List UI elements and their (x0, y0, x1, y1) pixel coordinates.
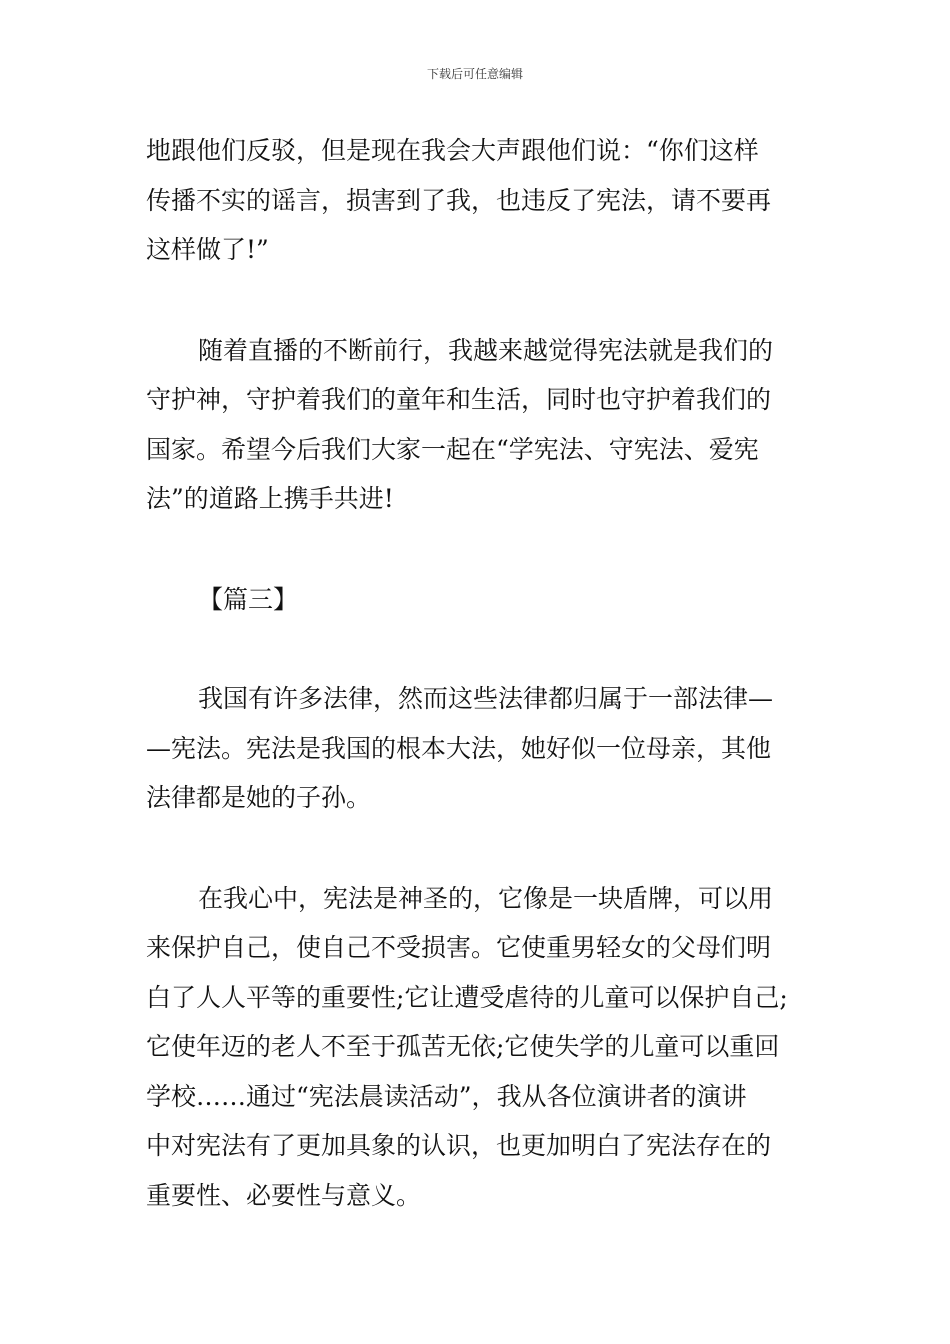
paragraph-3 (146, 674, 826, 823)
paragraph-gap (146, 275, 826, 326)
text-line: 国家。希望今后我们大家一起在“学宪法、守宪法、爱宪 (146, 434, 759, 464)
text-line: 法”的道路上携手共进! (146, 484, 394, 513)
text-line: 在我心中，宪法是神圣的，它像是一块盾牌，可以用 (198, 883, 774, 913)
text-line: 白了人人平等的重要性;它让遭受虐待的儿童可以保护自己; (146, 982, 788, 1012)
text-line: 重要性、必要性与意义。 (146, 1180, 422, 1210)
paragraph-gap (146, 823, 826, 874)
document-body (146, 126, 826, 1220)
text-line: 随着直播的不断前行，我越来越觉得宪法就是我们的 (198, 335, 774, 365)
page-header: 下载后可任意编辑 (426, 67, 523, 81)
text-line: 学校……通过“宪法晨读活动”，我从各位演讲者的演讲 (146, 1081, 747, 1111)
paragraph-1 (146, 126, 826, 275)
section-title: 【篇三】 (198, 584, 299, 614)
text-line: 这样做了!” (146, 235, 269, 264)
text-line: 地跟他们反驳，但是现在我会大声跟他们说：“你们这样 (146, 136, 759, 165)
text-line: —宪法。宪法是我国的根本大法，她好似一位母亲，其他 (146, 733, 772, 763)
text-line: 传播不实的谣言，损害到了我，也违反了宪法，请不要再 (146, 185, 772, 215)
paragraph-2 (146, 326, 826, 524)
text-line: 守护神，守护着我们的童年和生活，同时也守护着我们的 (146, 385, 772, 414)
text-line: 法律都是她的子孙。 (146, 783, 372, 812)
text-line: 它使年迈的老人不至于孤苦无依;它使失学的儿童可以重回 (146, 1032, 780, 1061)
text-line: 中对宪法有了更加具象的认识，也更加明白了宪法存在的 (146, 1131, 772, 1160)
paragraph-gap (146, 524, 826, 575)
section-heading (146, 575, 826, 625)
paragraph-4 (146, 874, 826, 1221)
text-line: 我国有许多法律，然而这些法律都归属于一部法律— (198, 684, 774, 713)
text-line: 来保护自己，使自己不受损害。它使重男轻女的父母们明 (146, 933, 772, 962)
paragraph-gap (146, 624, 826, 674)
